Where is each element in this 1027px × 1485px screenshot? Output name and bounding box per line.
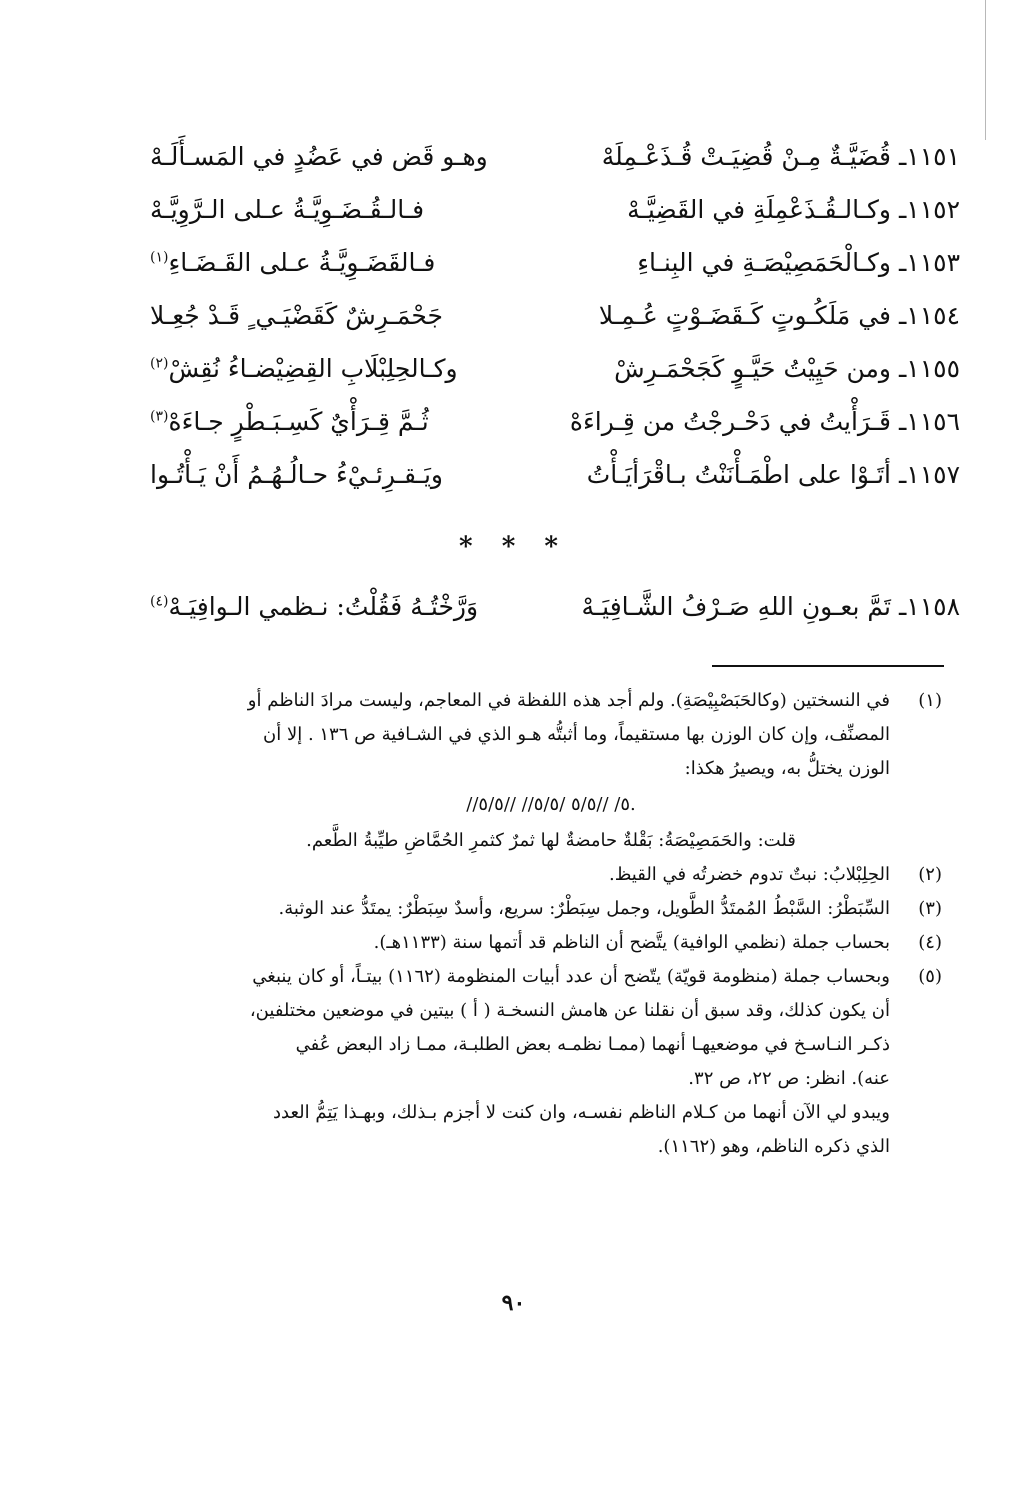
verse-1157 bbox=[150, 448, 960, 501]
footnote-reference[interactable]: (٣) bbox=[150, 408, 169, 425]
footnote-text: ذكـر النـاسـخ في موضعيهـا أنهما (ممـا نظمـه بعض الطلبـة، ممـا زاد البعض عُفي bbox=[295, 1034, 890, 1055]
first-hemistich bbox=[614, 354, 960, 383]
footnote-text: السِّبَطْرُ: السَّبْطُ المُمتَدُّ الطَّويل، وجمل سِبَطْرٌ: سريع، وأسدٌ سِبَطْرٌ: يمتَدُّ عند الوثبة. bbox=[278, 898, 890, 919]
first-hemistich bbox=[599, 301, 960, 330]
footnote-text: بحساب جملة (نظمي الوافية) يتَّضح أن الناظم قد أتمها سنة (١١٣٣هـ). bbox=[373, 932, 890, 953]
section-separator: * * * bbox=[459, 532, 568, 562]
verse-number: ١١٥٢ـ bbox=[898, 195, 960, 224]
footnote-number: (١) bbox=[918, 690, 942, 711]
footnote-text: الحِلِبْلابُ: نبتٌ تدوم خضرتُه في القيظ. bbox=[608, 864, 890, 885]
footnote-4 bbox=[160, 926, 942, 960]
second-hemistich bbox=[150, 354, 458, 383]
footnote-3 bbox=[160, 892, 942, 926]
first-hemistich bbox=[602, 142, 960, 171]
first-hemistich bbox=[627, 195, 960, 224]
verse-1153 bbox=[150, 236, 960, 289]
verse-1152 bbox=[150, 183, 960, 236]
hemistich-text: قَـرَأْيتُ في دَحْـرجْتُ من قِـراءَهْ bbox=[569, 407, 891, 436]
hemistich-text: وكـالْحَمَصِيْصَـةِ في البِنـاءِ bbox=[637, 248, 891, 277]
footnote-text: وبحساب جملة (منظومة قويّة) يتّضح أن عدد أبيات المنظومة (١١٦٢) بيتـاً، أو كان ينبغي bbox=[252, 966, 890, 987]
footnote-reference[interactable]: (٢) bbox=[150, 355, 169, 372]
hemistich-text: وكـالـقُـذَعْمِلَةِ في القَضِيَّـهْ bbox=[627, 195, 891, 224]
hemistich-text: ثُـمَّ قِـرَأْيٌ كَسِـبَـطْرٍ جـاءَهْ bbox=[168, 407, 429, 436]
footnote-number: (٢) bbox=[918, 864, 942, 885]
second-hemistich bbox=[150, 592, 478, 621]
hemistich-text: ومن حَيِيْتُ حَيَّـوٍ كَجَحْمَـرِشْ bbox=[614, 354, 891, 383]
footnote-text: أن يكون كذلك، وقد سبق أن نقلنا عن هامش النسخـة ( أ ) بيتين في موضعين مختلفين، bbox=[249, 1000, 890, 1021]
hemistich-text: جَحْمَـرِشٌ كَقَضْيَـي ٍ قَـدْ جُعِـلا bbox=[150, 301, 443, 330]
first-hemistich bbox=[637, 248, 960, 277]
hemistich-text: وَرَّخْتُـهُ فَقُلْتُ: نـظمي الـوافِيَـهْ bbox=[168, 591, 479, 621]
verse-1155 bbox=[150, 342, 960, 395]
verse-number: ١١٥١ـ bbox=[898, 142, 960, 171]
footnote-divider bbox=[712, 665, 944, 667]
verse-number: ١١٥٦ـ bbox=[898, 407, 960, 436]
verse-1156 bbox=[150, 395, 960, 448]
hemistich-text: أتَـوْا على اطْمَـأْنَنْتُ بـاقْرَأيَـأْتُ bbox=[586, 460, 891, 489]
verse-number: ١١٥٣ـ bbox=[898, 248, 960, 277]
hemistich-text: وكـالحِلِبْلَابِ القِضِيْضـاءُ نُقِشْ bbox=[168, 354, 458, 383]
footnote-reference[interactable]: (٤) bbox=[150, 593, 169, 610]
footnote-number: (٥) bbox=[918, 966, 942, 987]
hemistich-text: قُضَيَّـةٌ مِـنْ قُضِيَـتْ قُـذَعْـمِلَهْ bbox=[601, 142, 891, 171]
first-hemistich bbox=[587, 460, 960, 489]
second-hemistich bbox=[150, 142, 488, 171]
margin-line bbox=[985, 0, 986, 140]
hemistich-text: فـالـقُـضَـوِيَّـةُ عـلى الـرَّوِيَّـهْ bbox=[150, 195, 425, 224]
verse-1151 bbox=[150, 130, 960, 183]
footnote-text: الوزن يختلُّ به، ويصيرُ هكذا: bbox=[684, 758, 890, 779]
footnote-1 bbox=[160, 684, 942, 718]
page-number: ٩٠ bbox=[501, 1290, 526, 1316]
footnote-text: في النسختين (وكالحَبَصْبِيْصَةِ). ولم أجد هذه اللفظة في المعاجم، وليست مرادَ الناظم أو bbox=[247, 690, 890, 711]
verse-number: ١١٥٨ـ bbox=[898, 591, 960, 621]
verse-number: ١١٥٧ـ bbox=[898, 460, 960, 489]
footnote-number: (٤) bbox=[918, 932, 942, 953]
footnote-text: عنه). انظر: ص ٢٢، ص ٣٢. bbox=[688, 1068, 890, 1089]
hemistich-text: ويَـقـرِئـيْءُ حـالُـهُـمُ أَنْ يَـأْتُـوا bbox=[150, 460, 444, 489]
footnote-number: (٣) bbox=[918, 898, 942, 919]
second-hemistich bbox=[150, 301, 443, 330]
verse-number: ١١٥٤ـ bbox=[898, 301, 960, 330]
footnote-text: قلت: والحَمَصِيْصَةُ: بَقْلةٌ حامضةٌ لها ثمرٌ كثمرِ الحُمَّاضِ طيِّبةُ الطَّعم. bbox=[306, 830, 796, 851]
first-hemistich bbox=[570, 407, 960, 436]
footnote-text: المصنِّف، وإن كان الوزن بها مستقيماً، وما أثبتُّه هـو الذي في الشـافية ص ١٣٦ . إلا أن bbox=[263, 724, 890, 745]
verse-list bbox=[150, 130, 960, 501]
first-hemistich bbox=[581, 592, 960, 621]
verse-number: ١١٥٥ـ bbox=[898, 354, 960, 383]
prosody-scansion: //٥/ //٥/٥ /٥/٥// //٥/٥. bbox=[466, 794, 636, 815]
footnote-reference[interactable]: (١) bbox=[150, 249, 169, 266]
hemistich-text: في مَلَكُـوتٍ كَـقَضَـوْتٍ عُـمِـلا bbox=[598, 301, 891, 330]
second-hemistich bbox=[150, 248, 435, 277]
second-hemistich bbox=[150, 195, 424, 224]
footnote-5 bbox=[160, 960, 942, 994]
footnote-text: ويبدو لي الآن أنهما من كـلام الناظم نفسـه، وان كنت لا أجزم بـذلك، وبهـذا يَتِمُّ العدد bbox=[273, 1102, 890, 1123]
hemistich-text: وهـو قَض في عَضُدٍ في المَسـأَلَـهْ bbox=[150, 142, 488, 171]
second-hemistich bbox=[150, 460, 443, 489]
second-hemistich bbox=[150, 407, 429, 436]
footnotes bbox=[160, 684, 942, 1164]
verse-1154 bbox=[150, 289, 960, 342]
verse-1158 bbox=[150, 578, 960, 634]
hemistich-text: فـالقَضَـوِيَّـةُ عـلى القَـضَـاءِ bbox=[168, 248, 436, 277]
footnote-2 bbox=[160, 858, 942, 892]
footnote-text: الذي ذكره الناظم، وهو (١١٦٢). bbox=[657, 1136, 890, 1157]
hemistich-text: تَمَّ بعـونِ اللهِ صَـرْفُ الشَّـافِيَـهْ bbox=[581, 591, 891, 621]
